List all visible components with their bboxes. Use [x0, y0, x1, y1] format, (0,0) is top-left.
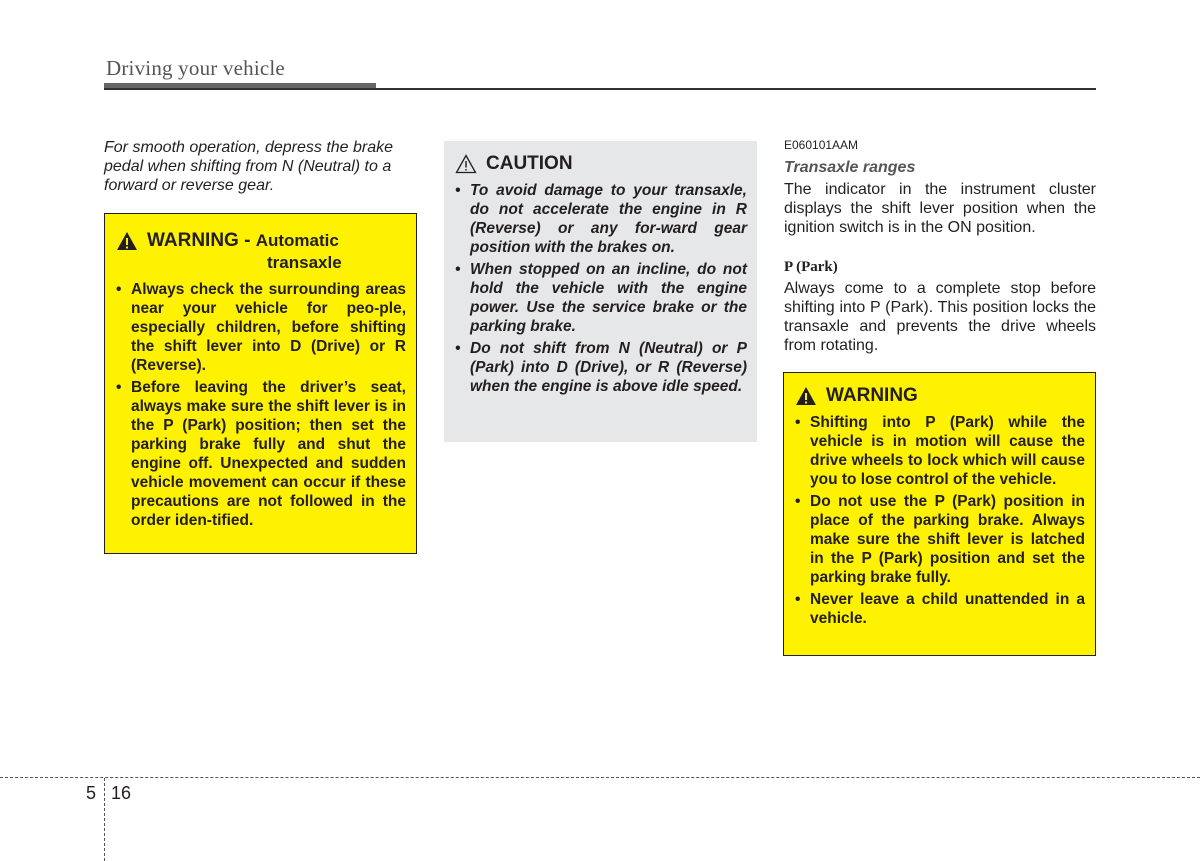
list-item: • Shifting into P (Park) while the vehicle is in motion will cause the drive wheels to lock which will cause you to lose control of the vehicle.	[794, 413, 1085, 489]
header-rule	[104, 88, 1096, 90]
warning-heading-text	[147, 230, 342, 274]
chapter-number: 5	[86, 783, 97, 803]
left-column	[104, 138, 417, 195]
intro-paragraph: For smooth operation, depress the brake pedal when shifting from N (Neutral) to a forward or reverse gear.	[104, 139, 394, 194]
warning-heading	[794, 385, 1085, 407]
warning-subtitle-line1: Automatic	[255, 231, 339, 250]
warning-triangle-icon	[115, 230, 139, 252]
warning-list	[794, 413, 1085, 628]
warning-list	[115, 280, 406, 530]
warning-triangle-icon	[794, 385, 818, 407]
caution-box	[444, 141, 757, 442]
park-heading: P (Park)	[784, 259, 838, 275]
right-column	[784, 138, 1096, 355]
automatic-transaxle-warning-box	[104, 213, 417, 554]
footer-vertical-divider	[104, 778, 105, 861]
page-number: 16	[111, 783, 132, 803]
caution-label: CAUTION	[486, 153, 573, 174]
warning-subtitle-line2: transaxle	[267, 253, 342, 272]
list-item: • To avoid damage to your transaxle, do not accelerate the engine in R (Reverse) or any for-ward gear position with the brakes on.	[454, 181, 747, 257]
park-warning-box	[783, 372, 1096, 656]
warning-label: WARNING -	[147, 230, 251, 251]
page-header-title: Driving your vehicle	[106, 56, 285, 80]
list-item: • Do not use the P (Park) position in place of the parking brake. Always make sure the shift lever is latched in the P (Park) position and set the parking brake fully.	[794, 492, 1085, 587]
reference-code: E060101AAM	[784, 138, 859, 152]
caution-heading	[454, 153, 747, 175]
list-item: • Do not shift from N (Neutral) or P (Park) into D (Drive), or R (Reverse) when the engine is above idle speed.	[454, 339, 747, 396]
section-text: The indicator in the instrument cluster displays the shift lever position when the ignition switch is in the ON position.	[784, 181, 1096, 236]
caution-list	[454, 181, 747, 396]
warning-label: WARNING	[826, 385, 918, 406]
list-item: • Always check the surrounding areas near your vehicle for peo-ple, especially children, before shifting the shift lever into D (Drive) or R (Reverse).	[115, 280, 406, 375]
footer-divider	[0, 777, 1200, 778]
caution-triangle-icon	[454, 153, 478, 175]
park-text: Always come to a complete stop before shifting into P (Park). This position locks the transaxle and prevents the drive wheels from rotating.	[784, 280, 1096, 354]
list-item: • When stopped on an incline, do not hold the vehicle with the engine power. Use the service brake or the parking brake.	[454, 260, 747, 336]
warning-heading	[115, 230, 406, 274]
list-item: • Never leave a child unattended in a vehicle.	[794, 590, 1085, 628]
list-item: • Before leaving the driver’s seat, always make sure the shift lever is in the P (Park) position; then set the parking brake fully and shut the engine off. Unexpected and sudden vehicle movement can occur if these precautions are not followed in the order iden-tified.	[115, 378, 406, 530]
section-title: Transaxle ranges	[784, 159, 916, 176]
